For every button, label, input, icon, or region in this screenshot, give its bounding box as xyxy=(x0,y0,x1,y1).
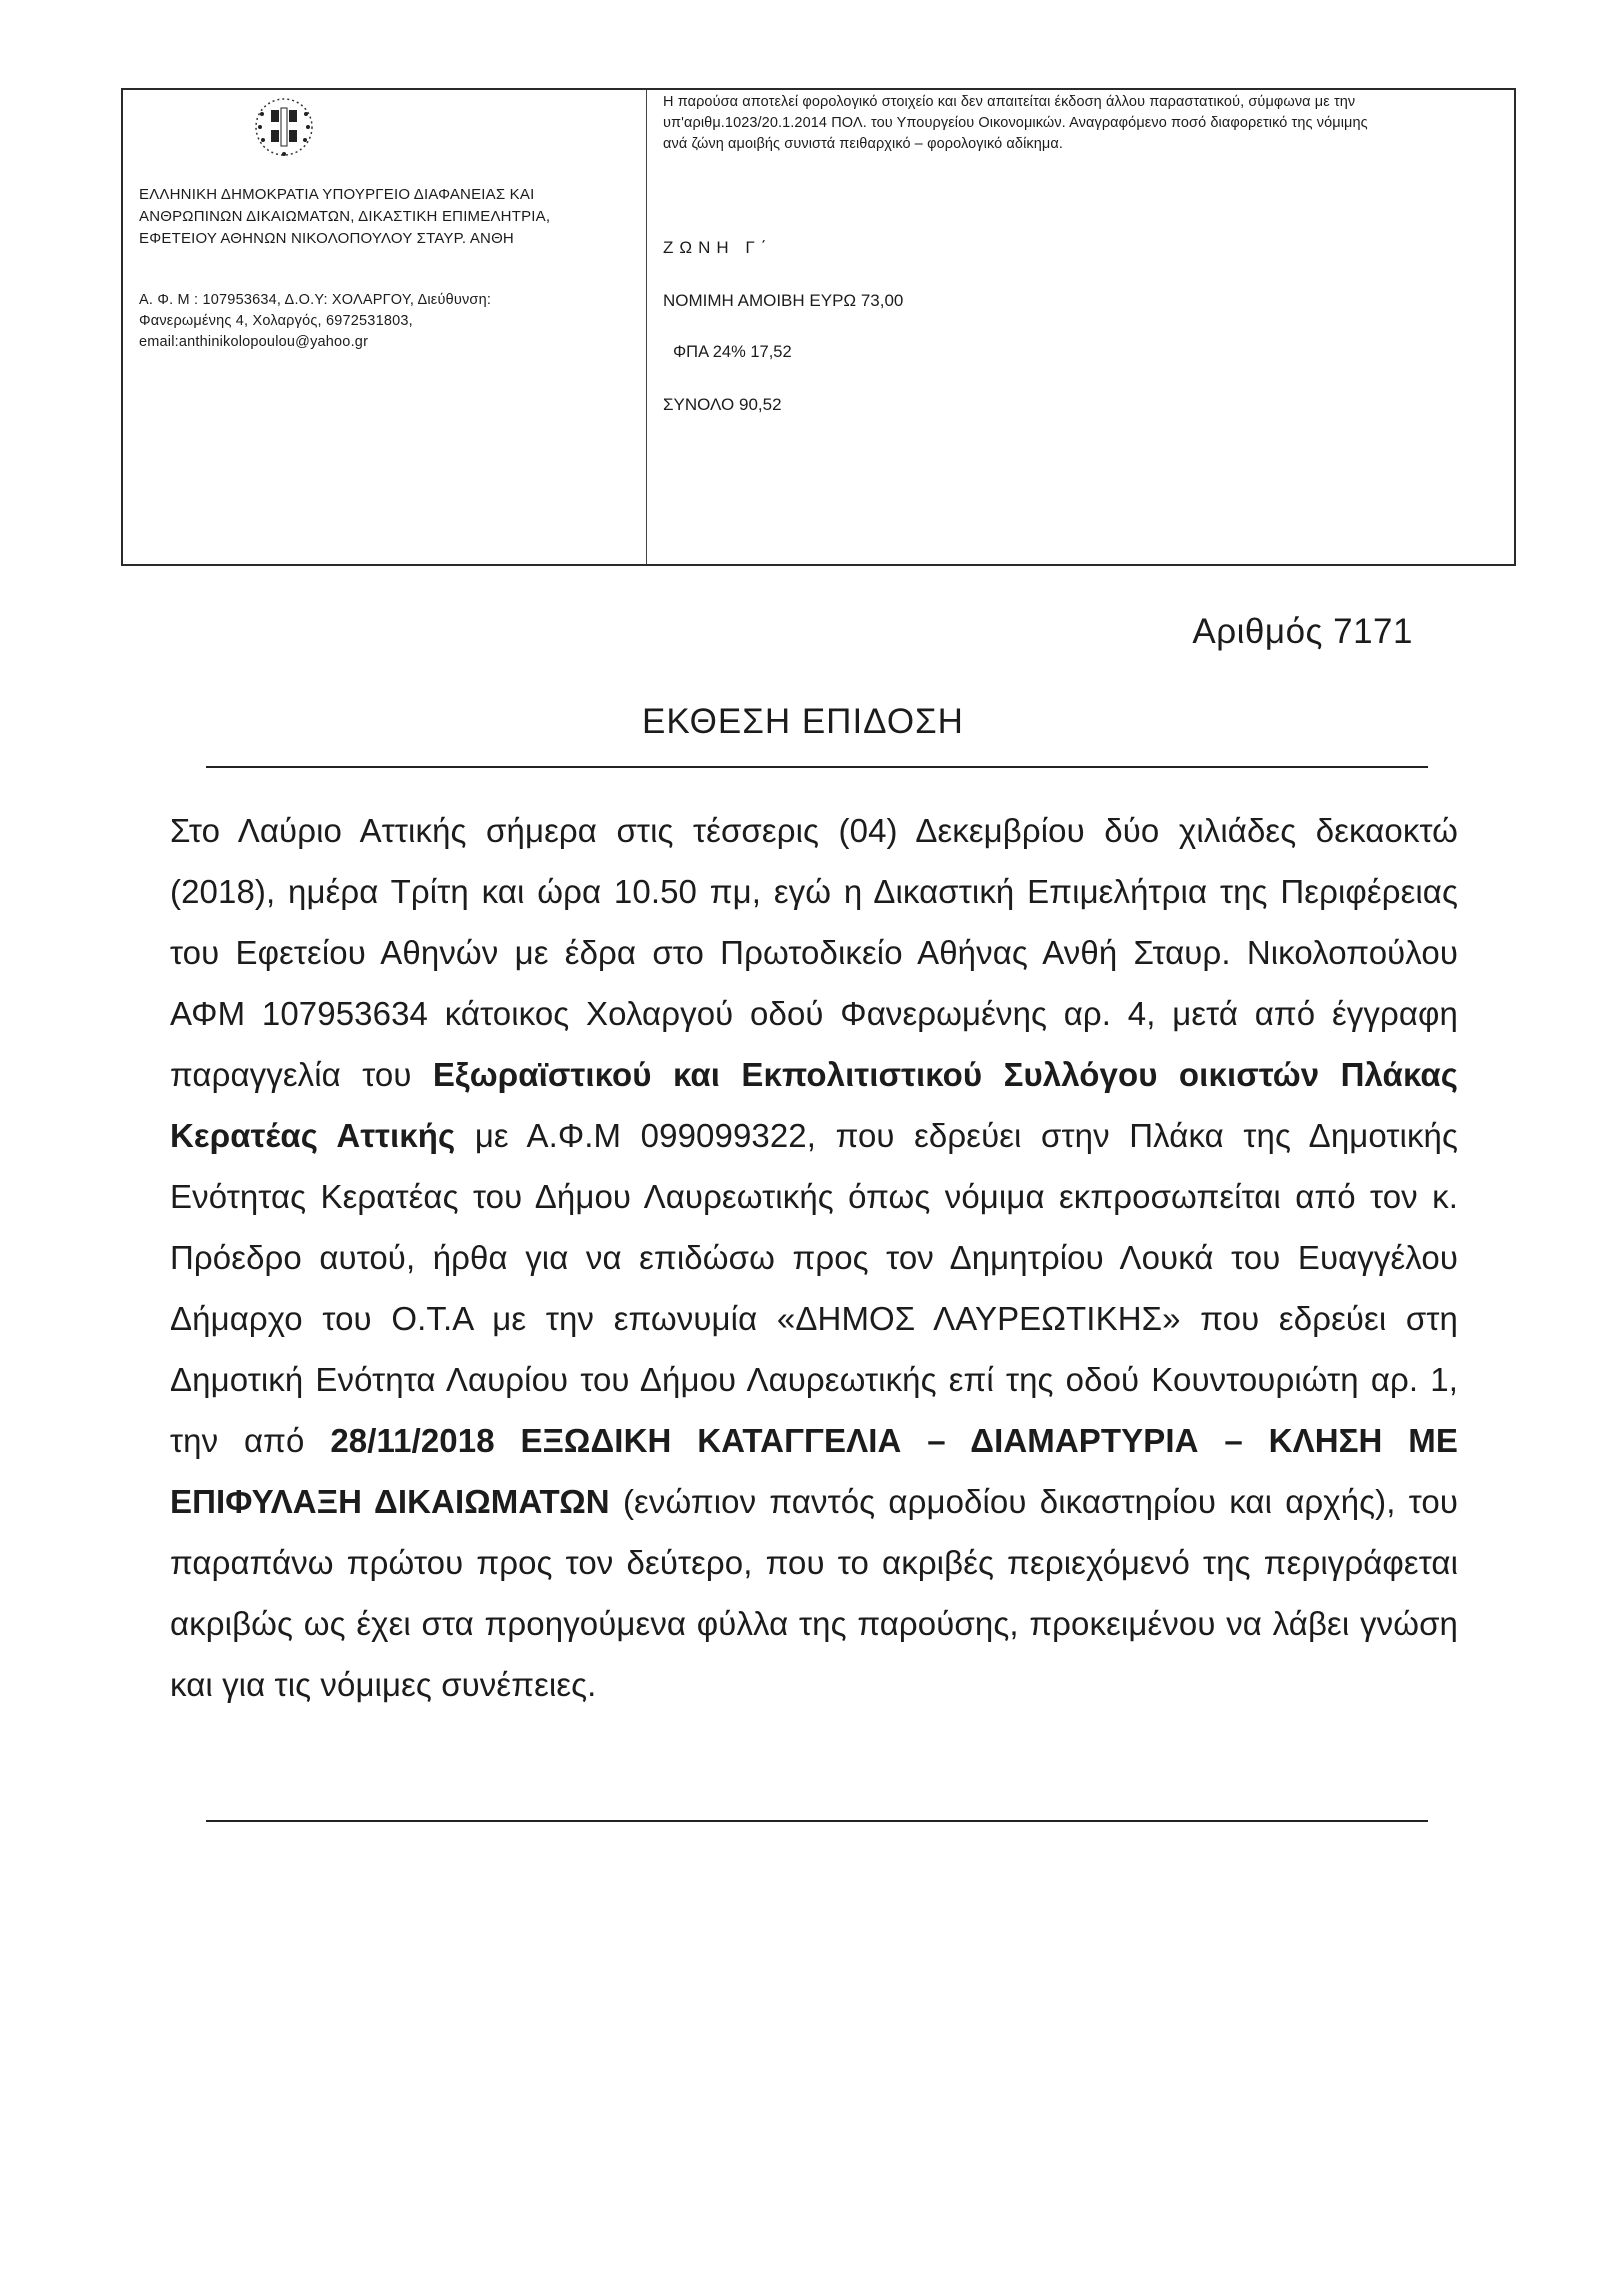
notice-line: υπ'αριθμ.1023/20.1.2014 ΠΟΛ. του Υπουργείου Οικονομικών. Αναγραφόμενο ποσό διαφορετικό της νόμιμης xyxy=(663,115,1368,131)
body-text-part: με Α.Φ.Μ 099099322, που εδρεύει στην Πλάκα της Δημοτικής Ενότητας Κερατέας του Δήμου Λαυρεωτικής όπως νόμιμα εκπροσωπείται από τον κ. Πρόεδρο αυτού, ήρθα για να επιδώσω προς τον Δημητρίου Λουκά του Ευαγγέλου Δήμαρχο του Ο.Τ.Α με την επωνυμία «ΔΗΜΟΣ ΛΑΥΡΕΩΤΙΚΗΣ» που εδρεύει στη Δημοτική Ενότητα Λαυρίου του Δήμου Λαυρεωτικής επί της οδού Κουντουριώτη αρ. 1, την από xyxy=(170,1117,1459,1459)
vat-amount: ΦΠΑ 24% 17,52 xyxy=(673,343,792,361)
greek-coat-of-arms-icon xyxy=(251,94,317,160)
document-number: Αριθμός 7171 xyxy=(1192,612,1413,651)
served-document-title: 28/11/2018 ΕΞΩΔΙΚΗ ΚΑΤΑΓΓΕΛΙΑ – ΔΙΑΜΑΡΤΥΡΙΑ – ΚΛΗΣΗ ΜΕ ΕΠΙΦΥΛΑΞΗ ΔΙΚΑΙΩΜΑΤΩΝ xyxy=(170,1422,1458,1520)
title-underline xyxy=(206,766,1428,768)
client-name: Εξωραϊστικού και Εκπολιτιστικού Συλλόγου οικιστών Πλάκας Κερατέας Αττικής xyxy=(170,1056,1458,1154)
total-amount: ΣΥΝΟΛΟ 90,52 xyxy=(663,395,782,414)
fee-zone: ΖΩΝΗ Γ΄ xyxy=(663,238,773,257)
header-divider xyxy=(646,90,647,564)
issuer-organization xyxy=(139,184,639,250)
fee-block xyxy=(663,90,1513,414)
contact-line: Α. Φ. Μ : 107953634, Δ.Ο.Υ: ΧΟΛΑΡΓΟΥ, Διεύθυνση: xyxy=(139,292,492,308)
body-text-part: (ενώπιον παντός αρμοδίου δικαστηρίου και αρχής), του παραπάνω πρώτου προς τον δεύτερο, που το ακριβές περιεχόμενό της περιγράφεται ακριβώς ως έχει στα προηγούμενα φύλλα της παρούσης, προκειμένου να λάβει γνώση και για τις νόμιμες συνέπειες. xyxy=(170,1483,1458,1703)
issuer-contact xyxy=(139,290,639,353)
legal-fee: ΝΟΜΙΜΗ ΑΜΟΙΒΗ ΕΥΡΩ 73,00 xyxy=(663,291,904,310)
contact-line: Φανερωμένης 4, Χολαργός, 6972531803, xyxy=(139,313,413,329)
contact-line: email:anthinikolopoulou@yahoo.gr xyxy=(139,334,369,350)
issuer-line: ΑΝΘΡΩΠΙΝΩΝ ΔΙΚΑΙΩΜΑΤΩΝ, ΔΙΚΑΣΤΙΚΗ ΕΠΙΜΕΛΗΤΡΙΑ, xyxy=(139,208,551,225)
issuer-line: ΕΛΛΗΝΙΚΗ ΔΗΜΟΚΡΑΤΙΑ ΥΠΟΥΡΓΕΙΟ ΔΙΑΦΑΝΕΙΑΣ ΚΑΙ xyxy=(139,186,535,203)
issuer-block xyxy=(139,184,639,353)
header-box xyxy=(121,88,1516,566)
notice-line: Η παρούσα αποτελεί φορολογικό στοιχείο και δεν απαιτείται έκδοση άλλου παραστατικού, σύμφωνα με την xyxy=(663,94,1356,110)
closing-rule xyxy=(206,1820,1428,1822)
body-text-part: Στο Λαύριο Αττικής σήμερα στις τέσσερις (04) Δεκεμβρίου δύο χιλιάδες δεκαοκτώ (2018), ημέρα Τρίτη και ώρα 10.50 πμ, εγώ η Δικαστική Επιμελήτρια της Περιφέρειας του Εφετείου Αθηνών με έδρα στο Πρωτοδικείο Αθήνας Ανθή Σταυρ. Νικολοπούλου ΑΦΜ 107953634 κάτοικος Χολαργού οδού Φανερωμένης αρ. 4, μετά από έγγραφη παραγγελία του xyxy=(170,812,1458,1093)
tax-notice xyxy=(663,92,1513,155)
notice-line: ανά ζώνη αμοιβής συνιστά πειθαρχικό – φορολογικό αδίκημα. xyxy=(663,136,1063,152)
service-report-body xyxy=(170,800,1458,1715)
issuer-line: ΕΦΕΤΕΙΟΥ ΑΘΗΝΩΝ ΝΙΚΟΛΟΠΟΥΛΟΥ ΣΤΑΥΡ. ΑΝΘΗ xyxy=(139,230,514,247)
document-title: ΕΚΘΕΣΗ ΕΠΙΔΟΣΗ xyxy=(642,702,964,741)
